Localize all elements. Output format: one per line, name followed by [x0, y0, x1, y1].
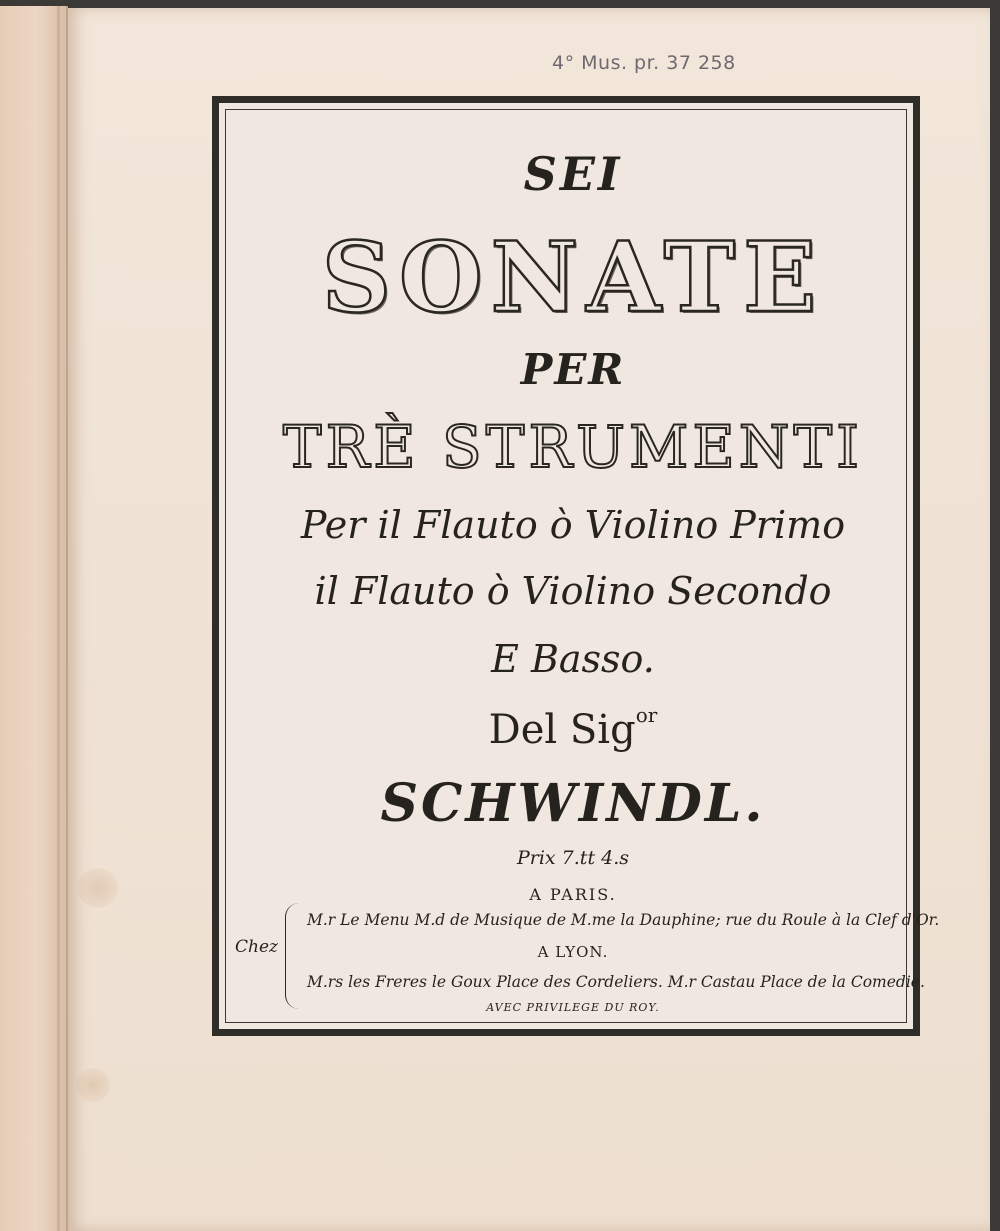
library-shelfmark: 4° Mus. pr. 37 258 — [552, 52, 736, 74]
price: Prix 7.tt 4.s — [516, 847, 629, 869]
composer-prefix — [219, 703, 927, 753]
publisher-lyon-heading: A LYON. — [537, 943, 609, 961]
title-per: PER — [520, 345, 626, 394]
paper-stain — [76, 1068, 110, 1102]
chez-label: Chez — [235, 937, 278, 957]
engraved-plate — [212, 96, 940, 1036]
page-fold — [57, 6, 60, 1231]
privilege-notice: AVEC PRIVILEGE DU ROY. — [486, 1001, 660, 1014]
title-tre-strumenti: TRÈ STRUMENTI — [282, 413, 864, 481]
paper-stain — [78, 868, 118, 908]
del-sig-superscript: or — [635, 703, 658, 727]
instrumentation-line-2: il Flauto ò Violino Secondo — [314, 569, 832, 613]
title-sei: SEI — [523, 147, 623, 201]
left-page-edge — [0, 6, 68, 1231]
instrumentation-line-1: Per il Flauto ò Violino Primo — [300, 503, 846, 547]
instrumentation-line-3: E Basso. — [491, 637, 655, 681]
title-sonate: SONATE — [321, 221, 825, 334]
lyon-address: M.rs les Freres le Goux Place des Cordeliers. M.r Castau Place de la Comedie. — [307, 973, 925, 991]
publisher-paris-heading: A PARIS. — [529, 885, 617, 904]
composer-name: SCHWINDL. — [380, 773, 766, 834]
paris-address: M.r Le Menu M.d de Musique de M.me la Dauphine; rue du Roule à la Clef d'Or. — [307, 911, 940, 929]
del-sig-text: Del Sig — [488, 707, 636, 753]
title-page — [68, 8, 990, 1231]
